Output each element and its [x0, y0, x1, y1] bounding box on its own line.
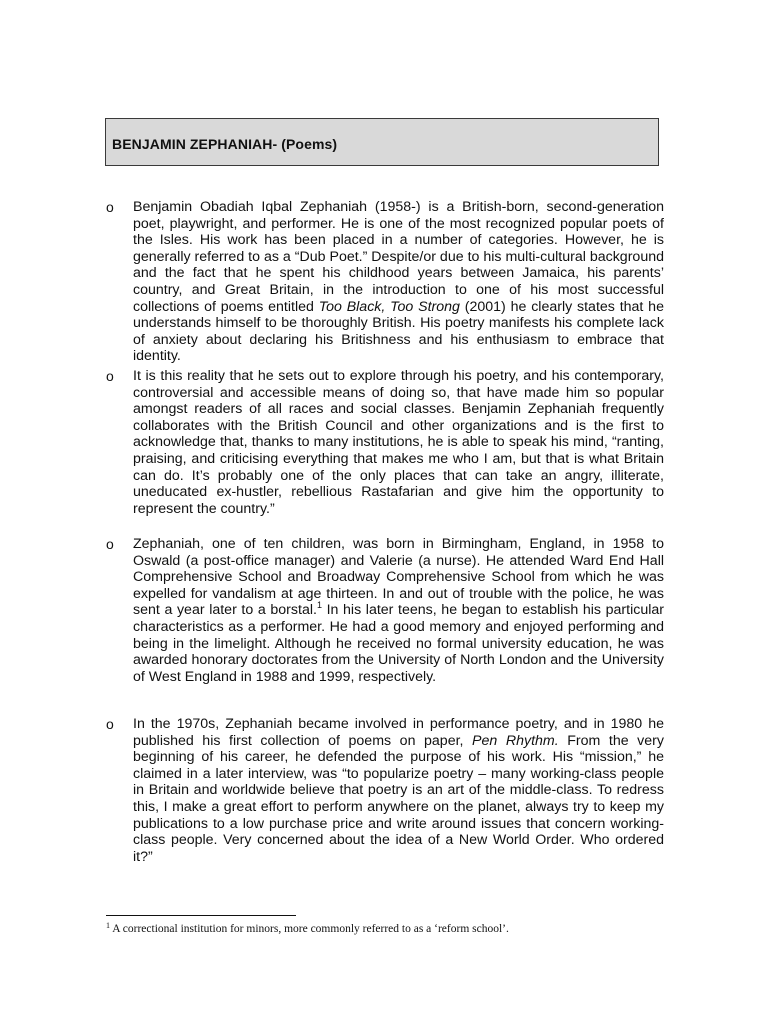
- paragraph-text: It is this reality that he sets out to explore through his poetry, and his contemporary, controversial and accessible means of doing so, that have made him so popular amongst readers of all races and social classes. Benjamin Zephaniah frequently collaborates with the British Council and other organizations and is the first to acknowledge that, thanks to many institutions, he is able to speak his mind, “ranting, praising, and criticising everything that makes me who I am, but that is what Britain can do. It’s probably one of the only places that can take an angry, illiterate, uneducated ex-hustler, rebellious Rastafarian and give him the opportunity to represent the country.”: [133, 368, 664, 517]
- footnote-number: 1: [106, 921, 110, 930]
- bullet-marker: o: [106, 716, 114, 732]
- bullet-marker: o: [106, 536, 114, 552]
- footnote: [106, 923, 509, 935]
- page-title: BENJAMIN ZEPHANIAH- (Poems): [112, 136, 338, 152]
- paragraph-text: In the 1970s, Zephaniah became involved in performance poetry, and in 1980 he published his first collection of poems on paper,: [133, 716, 664, 749]
- paragraph-text: From the very beginning of his career, he defended the purpose of his work. His “mission,” he claimed in a later interview, was “to popularize poetry – many working-class people in Britain and worldwide believe that poetry is an art of the middle-class. To redress this, I make a great effort to perform anywhere on the planet, always try to keep my publications to a low purchase price and write around issues that concern working-class people. Very concerned about the idea of a New World Order. Who ordered it?”: [133, 732, 664, 865]
- footnote-text: A correctional institution for minors, more commonly referred to as a ‘reform school’.: [110, 923, 509, 935]
- book-title: Too Black, Too Strong: [318, 298, 460, 315]
- paragraph-performance: [133, 716, 664, 865]
- footnote-reference: 1: [316, 600, 322, 611]
- paragraph-text: Benjamin Obadiah Iqbal Zephaniah (1958-) is a British-born, second-generation poet, playwright, and performer. He is one of the most recognized popular poets of the Isles. His work has been placed in a number of categories. However, he is generally referred to as a “Dub Poet.” Despite/or due to his multi-cultural background and the fact that he spent his childhood years between Jamaica, his parents’ country, and Great Britain, in the introduction to one of his most successful collections of poems entitled: [133, 199, 664, 315]
- paragraph-reality: [133, 368, 664, 517]
- footnote-divider: [106, 915, 296, 916]
- title-box: [105, 118, 659, 166]
- bullet-marker: o: [106, 199, 114, 215]
- paragraph-text: In his later teens, he began to establish his particular characteristics as a performer. He had a good memory and enjoyed performing and being in the limelight. Although he received no formal university education, he was awarded honorary doctorates from the University of North London and the University of West England in 1988 and 1999, respectively.: [133, 602, 664, 685]
- paragraph-early-life: [133, 536, 664, 685]
- paragraph-text: Zephaniah, one of ten children, was born in Birmingham, England, in 1958 to Oswald (a post-office manager) and Valerie (a nurse). He attended Ward End Hall Comprehensive School and Broadway Comprehensive School from which he was expelled for vandalism at age thirteen. In and out of trouble with the police, he was sent a year later to a borstal.: [133, 536, 664, 619]
- book-title: Pen Rhythm.: [472, 732, 559, 749]
- bullet-marker: o: [106, 368, 114, 384]
- paragraph-text: (2001) he clearly states that he understands himself to be thoroughly British. His poetry manifests his complete lack of anxiety about declaring his Britishness and his enthusiasm to embrace that identity.: [133, 298, 664, 365]
- paragraph-biography: [133, 199, 664, 365]
